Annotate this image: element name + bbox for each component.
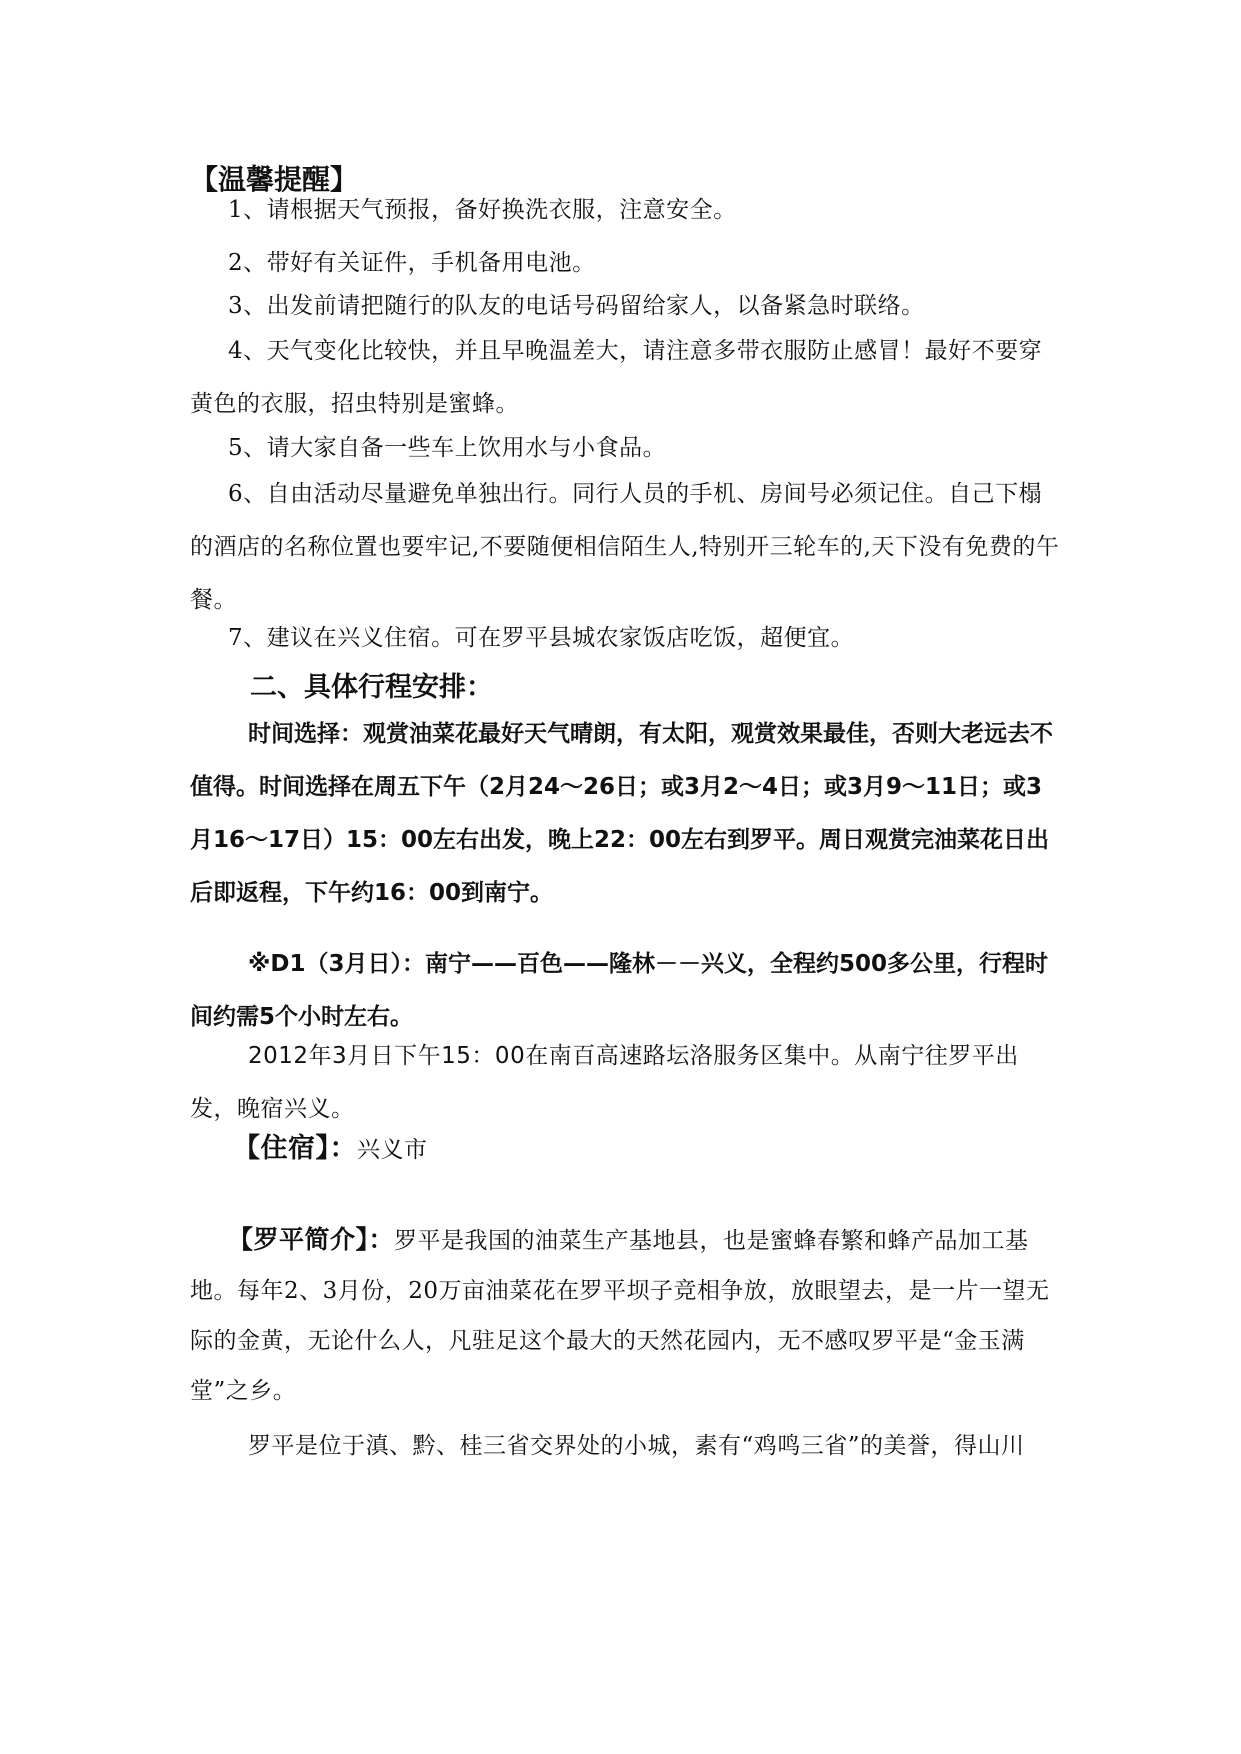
reminder-item-1: 1、请根据天气预报，备好换洗衣服，注意安全。 [228, 197, 737, 223]
reminder-item-7: 7、建议在兴义住宿。可在罗平县城农家饭店吃饭，超便宜。 [228, 625, 855, 651]
itinerary-heading: 二、具体行程安排： [250, 672, 493, 703]
reminder-item-2: 2、带好有关证件，手机备用电池。 [228, 250, 596, 276]
reminder-item-5: 5、请大家自备一些车上饮用水与小食品。 [228, 435, 667, 461]
time-choice: 时间选择：观赏油菜花最好天气晴朗，有太阳，观赏效果最佳，否则大老远去不值得。时间选择在周五下午（2月24～26日；或3月2～4日；或3月9～11日；或3月16～17日）15：00左右出发，晚上22：00左右到罗平。周日观赏完油菜花日出后即返程，下午约16：00到南宁。 [190, 721, 1053, 906]
reminder-heading: 【温馨提醒】 [190, 163, 359, 196]
lodging-label: 【住宿】： [233, 1133, 357, 1164]
reminder-item-4: 4、天气变化比较快，并且早晚温差大，请注意多带衣服防止感冒！最好不要穿黄色的衣服，招虫特别是蜜蜂。 [190, 338, 1043, 417]
reminder-item-6: 6、自由活动尽量避免单独出行。同行人员的手机、房间号必须记住。自己下榻的酒店的名称位置也要牢记,不要随便相信陌生人,特别开三轮车的,天下没有免费的午餐。 [190, 481, 1060, 613]
luoping-para-2: 罗平是位于滇、黔、桂三省交界处的小城，素有“鸡鸣三省”的美誉，得山川 [248, 1433, 1025, 1459]
luoping-intro [190, 1215, 1060, 1416]
d1-detail: 2012年3月日下午15：00在南百高速路坛洛服务区集中。从南宁往罗平出发，晚宿兴义。 [190, 1043, 1019, 1122]
lodging-value: 兴义市 [357, 1137, 428, 1163]
lodging [233, 1122, 1060, 1177]
reminder-item-3: 3、出发前请把随行的队友的电话号码留给家人，以备紧急时联络。 [228, 293, 925, 319]
luoping-label: 【罗平简介】： [228, 1225, 395, 1254]
d1-title: ※D1（3月日）：南宁——百色——隆林－－兴义，全程约500多公里，行程时间约需5个小时左右。 [190, 951, 1048, 1030]
luoping-intro-text: 罗平是我国的油菜生产基地县，也是蜜蜂春繁和蜂产品加工基地。每年2、3月份，20万亩油菜花在罗平坝子竞相争放，放眼望去，是一片一望无际的金黄，无论什么人，凡驻足这个最大的天然花园内，无不感叹罗平是“金玉满堂”之乡。 [190, 1228, 1050, 1404]
